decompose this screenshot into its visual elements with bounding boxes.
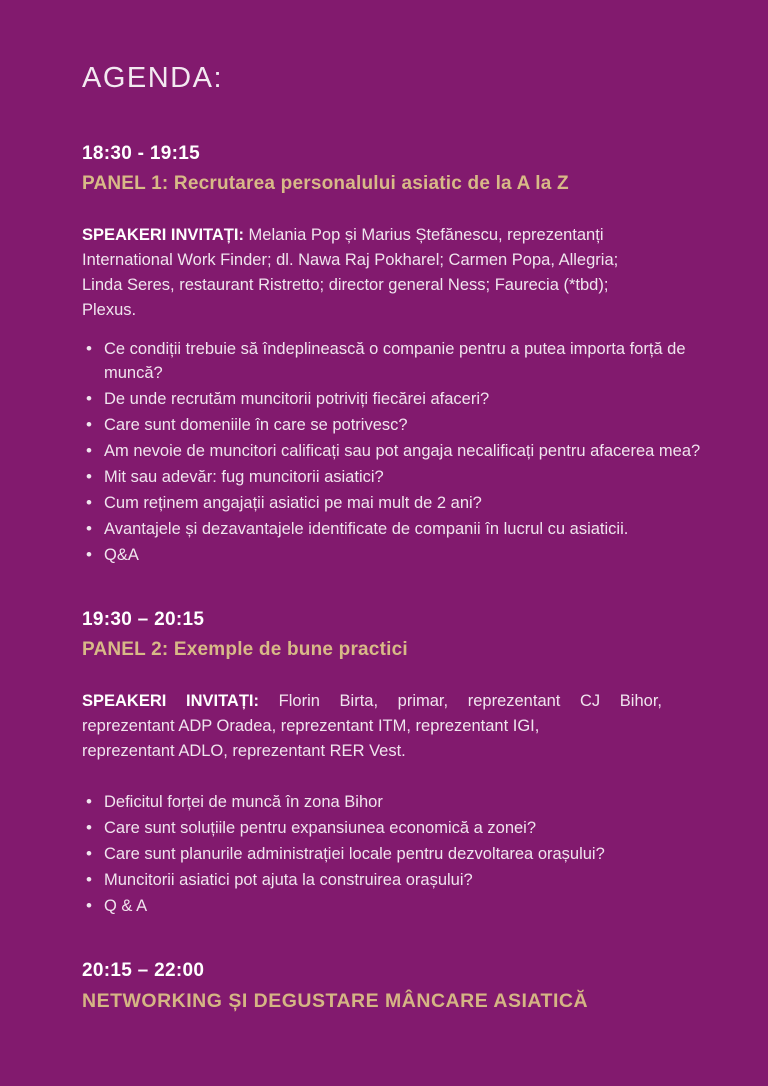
panel2-time: 19:30 – 20:15	[82, 609, 205, 630]
panel1-speakers	[82, 223, 662, 323]
bullet-item: • Q & A	[82, 894, 704, 918]
panel2-title: PANEL 2: Exemple de bune practici	[82, 639, 408, 660]
panel2-speakers-label: SPEAKERI INVITAȚI:	[82, 692, 260, 710]
bullet-item: • Care sunt soluțiile pentru expansiunea economică a zonei?	[82, 816, 704, 840]
panel2-speakers	[82, 689, 662, 764]
panel2-speakers-line2: reprezentant ADP Oradea, reprezentant ITM, reprezentant IGI,	[82, 717, 540, 735]
bullet-item: • Cum reținem angajații asiatici pe mai mult de 2 ani?	[82, 491, 704, 515]
panel1-bullet-list	[82, 337, 704, 567]
bullet-item: • Avantajele și dezavantajele identificate de companii în lucrul cu asiaticii.	[82, 517, 704, 541]
panel2-speakers-line3: reprezentant ADLO, reprezentant RER Vest.	[82, 742, 406, 760]
closing-title: NETWORKING ȘI DEGUSTARE MÂNCARE ASIATICĂ	[82, 990, 589, 1012]
panel1-speakers-text: Melania Pop și Marius Ștefănescu, reprezentanți International Work Finder; dl. Nawa Raj Pokharel; Carmen Popa, Allegria; Linda Seres, restaurant Ristretto; director general Ness; Faurecia (*tbd); Plexus.	[82, 226, 619, 319]
bullet-item: • Deficitul forței de muncă în zona Bihor	[82, 790, 704, 814]
bullet-item: • Q&A	[82, 543, 704, 567]
closing-time: 20:15 – 22:00	[82, 960, 205, 981]
section-closing	[82, 960, 708, 1013]
section-panel-2	[82, 609, 708, 918]
panel2-speakers-line1-text: Florin Birta, primar, reprezentant CJ Bihor,	[259, 692, 662, 710]
bullet-item: • Am nevoie de muncitori calificați sau pot angaja necalificați pentru afacerea mea?	[82, 439, 704, 463]
bullet-item: • De unde recrutăm muncitorii potriviți fiecărei afaceri?	[82, 387, 704, 411]
section-panel-1	[82, 143, 708, 567]
bullet-item: • Care sunt domeniile în care se potrivesc?	[82, 413, 704, 437]
page-title: AGENDA:	[82, 62, 224, 94]
panel2-speakers-line1	[82, 689, 662, 714]
panel2-bullet-list	[82, 790, 704, 918]
bullet-item: • Muncitorii asiatici pot ajuta la construirea orașului?	[82, 868, 704, 892]
panel1-time: 18:30 - 19:15	[82, 143, 200, 164]
bullet-item: • Mit sau adevăr: fug muncitorii asiatici?	[82, 465, 704, 489]
panel1-title: PANEL 1: Recrutarea personalului asiatic de la A la Z	[82, 173, 569, 194]
bullet-item: • Care sunt planurile administrației locale pentru dezvoltarea orașului?	[82, 842, 704, 866]
bullet-item: • Ce condiții trebuie să îndeplinească o companie pentru a putea importa forță de muncă?	[82, 337, 704, 385]
panel1-speakers-label: SPEAKERI INVITAȚI:	[82, 226, 244, 244]
